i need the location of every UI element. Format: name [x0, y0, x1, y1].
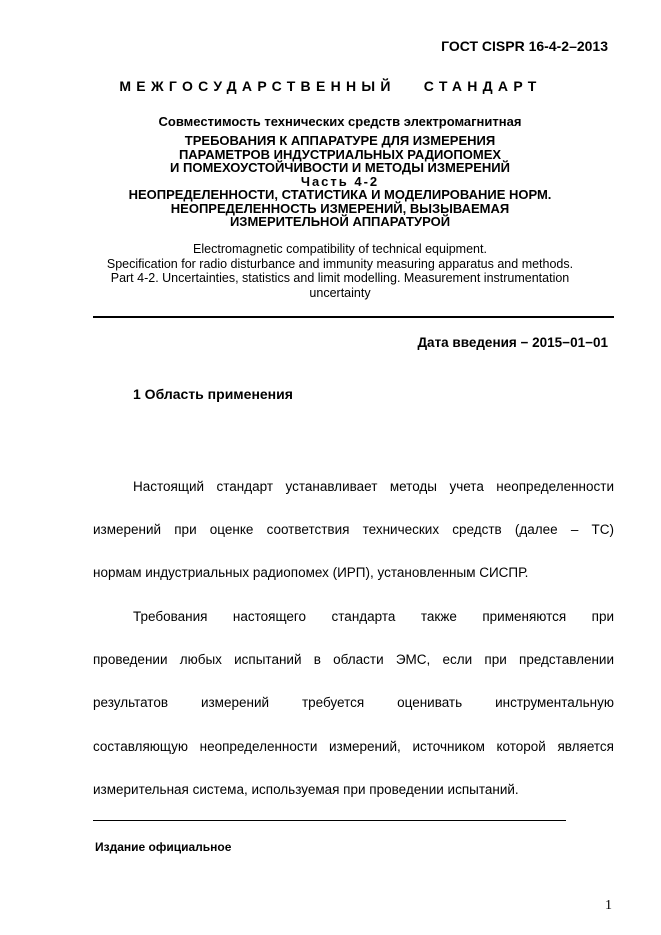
title-en-line: Part 4-2. Uncertainties, statistics and limit modelling. Measurement instrumentation — [110, 271, 570, 285]
title-ru-line: ПАРАМЕТРОВ ИНДУСТРИАЛЬНЫХ РАДИОПОМЕХ — [178, 146, 502, 162]
paragraph-line: измерительная система, используемая при проведении испытаний. — [93, 782, 519, 797]
title-ru-line: И ПОМЕХОУСТОЙЧИВОСТИ И МЕТОДЫ ИЗМЕРЕНИЙ — [170, 160, 510, 175]
paragraph-line: нормам индустриальных радиопомех (ИРП), установленным СИСПР. — [93, 565, 529, 580]
standard-type — [0, 78, 661, 94]
section-heading: 1 Область применения — [133, 386, 293, 402]
paragraph-line: проведении любых испытаний в области ЭМС, если при представлении — [93, 652, 614, 667]
edition-note: Издание официальное — [95, 840, 232, 854]
title-en-line: Specification for radio disturbance and immunity measuring apparatus and methods. — [106, 256, 574, 271]
footnote-divider — [93, 820, 566, 821]
title-ru-line: НЕОПРЕДЕЛЕННОСТЬ ИЗМЕРЕНИЙ, ВЫЗЫВАЕМАЯ — [170, 200, 510, 216]
title-en-line: uncertainty — [309, 285, 371, 300]
paragraph-line: Требования настоящего стандарта также применяются при — [133, 609, 614, 624]
standard-type-left: МЕЖГОСУДАРСТВЕННЫЙ — [119, 78, 396, 94]
title-ru-line: ИЗМЕРИТЕЛЬНОЙ АППАРАТУРОЙ — [229, 214, 451, 229]
standard-subject: Совместимость технических средств электромагнитная — [158, 114, 522, 129]
effective-date: Дата введения − 2015−01−01 — [417, 335, 608, 350]
paragraph-line: результатов измерений требуется оценивать инструментальную — [93, 695, 614, 710]
paragraph-line: измерений при оценке соответствия технических средств (далее – ТС) — [93, 522, 614, 537]
standard-type-right: СТАНДАРТ — [423, 78, 542, 94]
title-en-line: Electromagnetic compatibility of technical equipment. — [193, 242, 487, 256]
document-id: ГОСТ CISPR 16-4-2–2013 — [441, 38, 608, 54]
page-number: 1 — [605, 898, 612, 913]
paragraph-line: Настоящий стандарт устанавливает методы учета неопределенности — [133, 479, 614, 494]
title-english — [70, 242, 610, 300]
title-part-number: Часть 4-2 — [300, 173, 380, 189]
paragraph-line: составляющую неопределенности измерений, источником которой является — [93, 739, 614, 754]
title-divider — [93, 316, 614, 318]
title-ru-line: ТРЕБОВАНИЯ К АППАРАТУРЕ ДЛЯ ИЗМЕРЕНИЯ — [184, 133, 496, 148]
title-russian — [70, 134, 610, 229]
title-ru-line: НЕОПРЕДЕЛЕННОСТИ, СТАТИСТИКА И МОДЕЛИРОВАНИЕ НОРМ. — [128, 187, 552, 202]
